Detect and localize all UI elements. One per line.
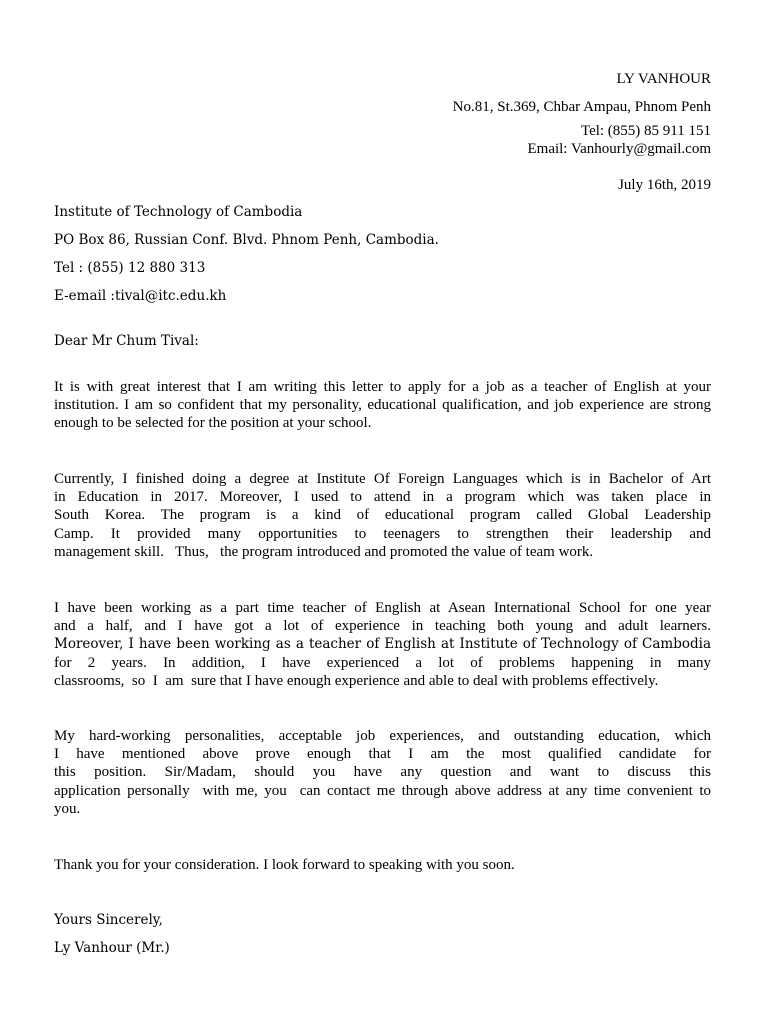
paragraph-line: Moreover, I have been working as a teacher of English at Institute of Technology of Cambodia [54, 636, 711, 653]
letter-date: July 16th, 2019 [618, 177, 711, 193]
recipient-org: Institute of Technology of Cambodia [54, 204, 303, 220]
paragraph-line: for 2 years. In addition, I have experienced a lot of problems happening in many [54, 654, 711, 671]
paragraph-line: and a half, and I have got a lot of experience in teaching both young and adult learners. [54, 618, 711, 635]
paragraph-line: I have mentioned above prove enough that I am the most qualified candidate for [54, 746, 711, 763]
sender-email: Email: Vanhourly@gmail.com [527, 141, 711, 157]
recipient-address: PO Box 86, Russian Conf. Blvd. Phnom Penh, Cambodia. [54, 232, 439, 248]
paragraph-line: institution. I am so confident that my personality, educational qualification, and job experience are strong [54, 397, 711, 414]
closing-line: Thank you for your consideration. I look forward to speaking with you soon. [54, 857, 515, 873]
body-paragraph-2 [54, 470, 711, 561]
sender-tel: Tel: (855) 85 911 151 [580, 123, 711, 139]
recipient-email: E-email :tival@itc.edu.kh [54, 288, 227, 304]
paragraph-line: classrooms, so I am sure that I have enough experience and able to deal with problems effectively. [54, 672, 659, 689]
paragraph-line: management skill. Thus, the program introduced and promoted the value of team work. [54, 543, 594, 560]
signoff: Yours Sincerely, [54, 912, 163, 928]
salutation: Dear Mr Chum Tival: [54, 333, 199, 349]
paragraph-line: I have been working as a part time teacher of English at Asean International School for one year [54, 600, 711, 616]
sender-name: LY VANHOUR [616, 71, 711, 87]
sender-address: No.81, St.369, Chbar Ampau, Phnom Penh [452, 99, 711, 115]
signature-name: Ly Vanhour (Mr.) [54, 940, 170, 956]
paragraph-line: in Education in 2017. Moreover, I used to attend in a program which was taken place in [54, 489, 711, 506]
paragraph-line: enough to be selected for the position at your school. [54, 415, 372, 432]
paragraph-line: My hard-working personalities, acceptable job experiences, and outstanding education, which [54, 728, 711, 744]
paragraph-line: you. [54, 800, 81, 817]
paragraph-line: South Korea. The program is a kind of educational program called Global Leadership [54, 507, 711, 524]
paragraph-line: Camp. It provided many opportunities to teenagers to strengthen their leadership and [54, 525, 711, 542]
paragraph-line: application personally with me, you can contact me through above address at any time convenient to [54, 782, 711, 799]
body-paragraph-3 [54, 599, 711, 690]
body-paragraph-1 [54, 378, 711, 433]
body-paragraph-4 [54, 727, 711, 818]
paragraph-line: Currently, I finished doing a degree at Institute Of Foreign Languages which is in Bachelor of Art [54, 471, 711, 487]
recipient-tel: Tel : (855) 12 880 313 [54, 260, 206, 276]
paragraph-line: It is with great interest that I am writing this letter to apply for a job as a teacher of English at your [54, 379, 711, 395]
paragraph-line: this position. Sir/Madam, should you have any question and want to discuss this [54, 764, 711, 781]
